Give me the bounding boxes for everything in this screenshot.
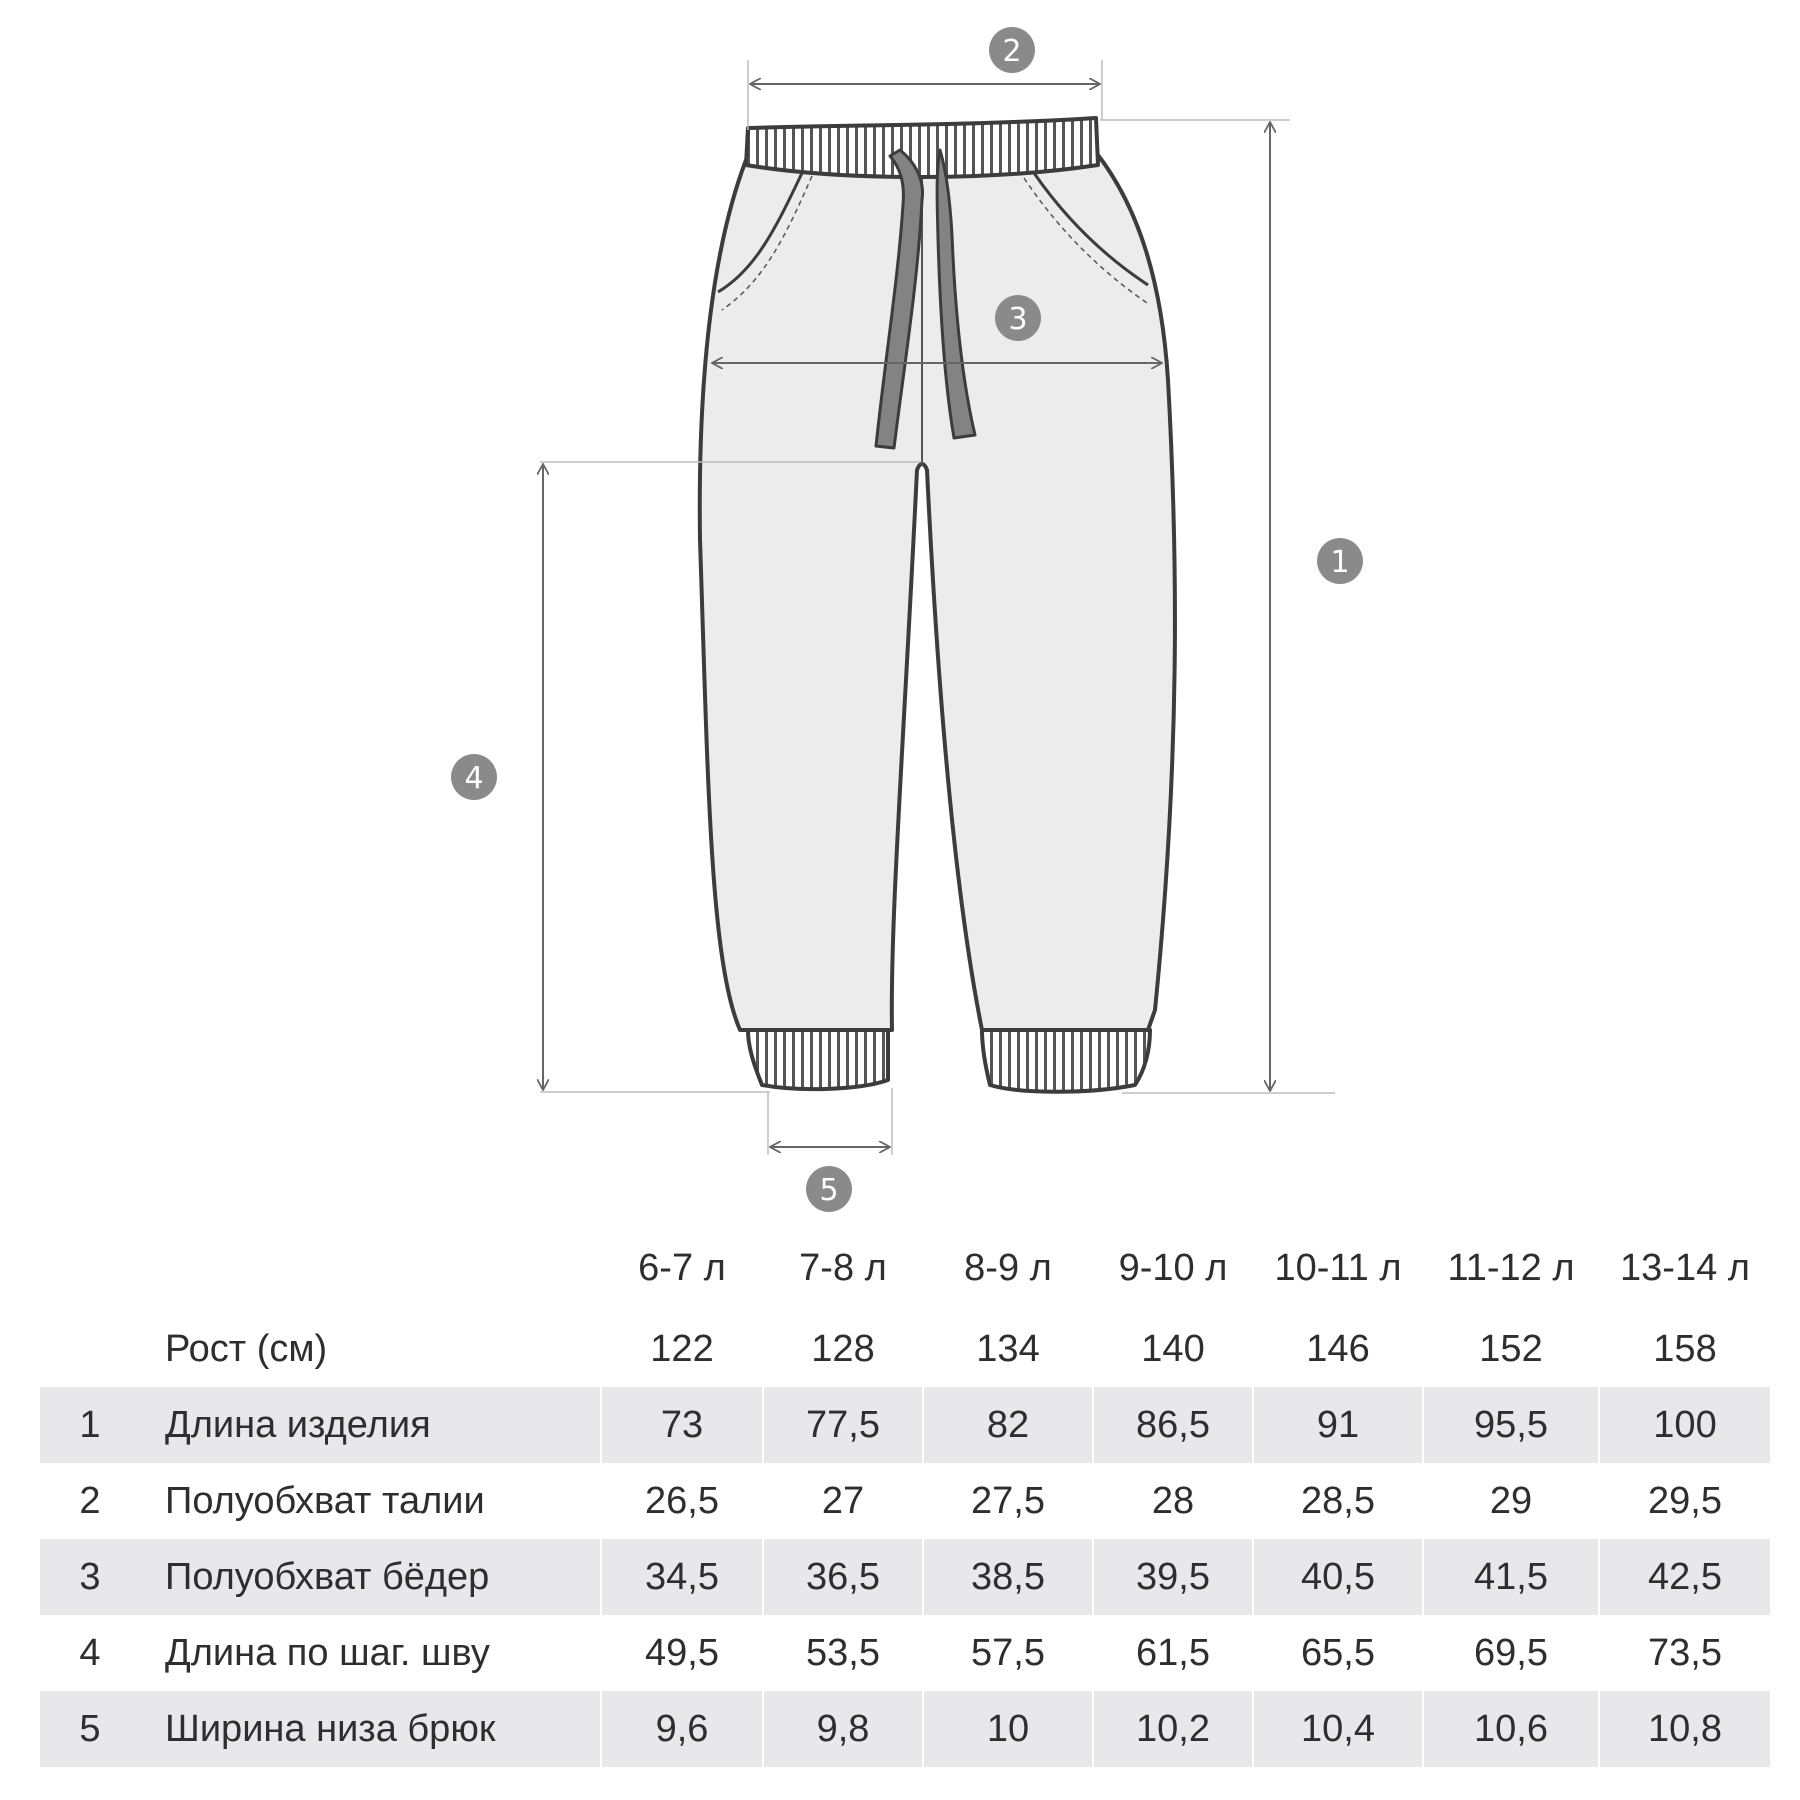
table-cell: 49,5 [645, 1632, 719, 1674]
right-cuff [982, 1030, 1150, 1092]
age-header: 11-12 л [1447, 1247, 1575, 1289]
table-cell: 26,5 [645, 1480, 719, 1522]
table-cell: 38,5 [924, 1539, 1092, 1615]
row-label: Длина изделия [140, 1387, 600, 1463]
table-cell: 40,5 [1254, 1539, 1422, 1615]
row-label: Полуобхват бёдер [140, 1539, 600, 1615]
height-label: Рост (см) [165, 1328, 328, 1370]
pants-body [700, 155, 1175, 1030]
age-header: 8-9 л [964, 1247, 1052, 1289]
table-row [40, 1387, 1770, 1463]
left-cuff [748, 1030, 888, 1089]
table-cell: 82 [924, 1387, 1092, 1463]
svg-text:2: 2 [1002, 34, 1022, 69]
row-label: Длина по шаг. шву [165, 1632, 490, 1674]
table-cell: 69,5 [1474, 1632, 1548, 1674]
height-value: 134 [976, 1328, 1040, 1370]
table-cell: 10,6 [1424, 1691, 1598, 1767]
table-cell: 65,5 [1301, 1632, 1375, 1674]
age-header-row [40, 1225, 1770, 1311]
size-table [40, 1225, 1770, 1767]
svg-text:1: 1 [1330, 545, 1350, 580]
row-label: Полуобхват талии [165, 1480, 485, 1522]
table-row [40, 1615, 1770, 1691]
marker-5 [806, 1166, 852, 1212]
table-row [40, 1539, 1770, 1615]
svg-text:5: 5 [819, 1173, 839, 1208]
table-cell: 57,5 [971, 1632, 1045, 1674]
table-cell: 73 [602, 1387, 762, 1463]
table-cell: 28 [1151, 1480, 1195, 1522]
row-number: 3 [40, 1539, 140, 1615]
height-value: 122 [650, 1328, 714, 1370]
table-cell: 42,5 [1600, 1539, 1770, 1615]
table-cell: 95,5 [1424, 1387, 1598, 1463]
table-cell: 91 [1254, 1387, 1422, 1463]
age-header: 10-11 л [1274, 1247, 1402, 1289]
marker-2 [989, 27, 1035, 73]
table-cell: 61,5 [1136, 1632, 1210, 1674]
table-row [40, 1691, 1770, 1767]
table-cell: 28,5 [1301, 1480, 1375, 1522]
age-header: 7-8 л [799, 1247, 887, 1289]
height-value: 158 [1653, 1328, 1717, 1370]
table-cell: 9,6 [602, 1691, 762, 1767]
row-number: 5 [40, 1691, 140, 1767]
table-cell: 27,5 [971, 1480, 1045, 1522]
table-row [40, 1463, 1770, 1539]
table-cell: 36,5 [764, 1539, 922, 1615]
marker-4 [451, 754, 497, 800]
table-cell: 10 [924, 1691, 1092, 1767]
height-value: 146 [1306, 1328, 1370, 1370]
table-cell: 86,5 [1094, 1387, 1252, 1463]
row-label: Ширина низа брюк [140, 1691, 600, 1767]
marker-3 [995, 295, 1041, 341]
waistband [746, 118, 1098, 177]
height-row [40, 1311, 1770, 1387]
table-cell: 39,5 [1094, 1539, 1252, 1615]
row-number: 2 [79, 1480, 101, 1522]
svg-text:4: 4 [464, 761, 484, 796]
row-number: 1 [40, 1387, 140, 1463]
table-cell: 100 [1600, 1387, 1770, 1463]
height-value: 140 [1141, 1328, 1205, 1370]
age-header: 13-14 л [1620, 1247, 1750, 1289]
marker-1 [1317, 538, 1363, 584]
table-cell: 29 [1489, 1480, 1533, 1522]
table-cell: 10,4 [1254, 1691, 1422, 1767]
table-cell: 34,5 [602, 1539, 762, 1615]
table-cell: 53,5 [806, 1632, 880, 1674]
height-value: 128 [811, 1328, 875, 1370]
table-cell: 41,5 [1424, 1539, 1598, 1615]
table-cell: 10,2 [1094, 1691, 1252, 1767]
table-cell: 29,5 [1648, 1480, 1722, 1522]
table-cell: 73,5 [1648, 1632, 1722, 1674]
age-header: 9-10 л [1118, 1247, 1228, 1289]
row-number: 4 [79, 1632, 101, 1674]
table-cell: 9,8 [764, 1691, 922, 1767]
age-header: 6-7 л [638, 1247, 726, 1289]
table-cell: 77,5 [764, 1387, 922, 1463]
svg-text:3: 3 [1008, 302, 1028, 337]
height-value: 152 [1479, 1328, 1543, 1370]
table-cell: 27 [821, 1480, 865, 1522]
table-cell: 10,8 [1600, 1691, 1770, 1767]
